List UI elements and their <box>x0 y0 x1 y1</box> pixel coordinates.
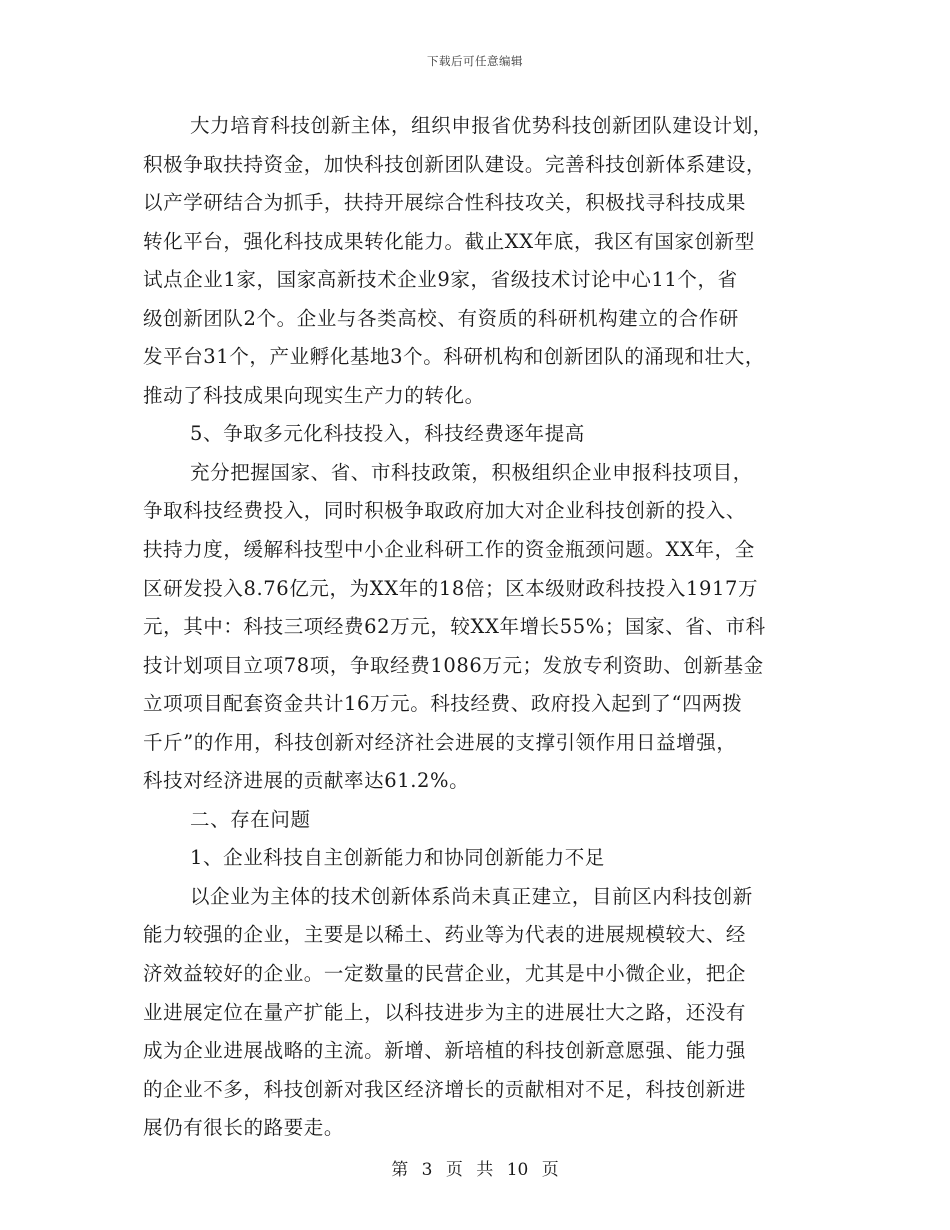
paragraph-line: 转化平台，强化科技成果转化能力。截止XX年底，我区有国家创新型 <box>143 229 755 253</box>
paragraph-line: 扶持力度，缓解科技型中小企业科研工作的资金瓶颈问题。XX年，全 <box>143 538 755 562</box>
paragraph-line: 元，其中：科技三项经费62万元，较XX年增长55%；国家、省、市科 <box>143 615 766 639</box>
paragraph-line: 成为企业进展战略的主流。新增、新培植的科技创新意愿强、能力强 <box>143 1039 747 1063</box>
paragraph-line: 的企业不多，科技创新对我区经济增长的贡献相对不足，科技创新进 <box>143 1077 747 1101</box>
paragraph-line: 大力培育科技创新主体，组织申报省优势科技创新团队建设计划， <box>190 114 773 137</box>
page-number-footer <box>0 1155 950 1180</box>
footer-prefix: 第 <box>391 1160 409 1180</box>
total-page-count: 10 <box>506 1160 529 1180</box>
paragraph-line: 技计划项目立项78项，争取经费1086万元；发放专利资助、创新基金 <box>143 653 764 677</box>
section-heading: 5、争取多元化科技投入，科技经费逐年提高 <box>190 422 585 446</box>
paragraph-line: 以企业为主体的技术创新体系尚未真正建立，目前区内科技创新 <box>190 884 753 908</box>
paragraph-line: 推动了科技成果向现实生产力的转化。 <box>143 383 485 407</box>
paragraph-line: 争取科技经费投入，同时积极争取政府加大对企业科技创新的投入、 <box>143 499 747 523</box>
section-heading: 二、存在问题 <box>190 807 311 831</box>
paragraph-line: 以产学研结合为抓手，扶持开展综合性科技攻关，积极找寻科技成果 <box>143 191 747 215</box>
paragraph-line: 业进展定位在量产扩能上，以科技进步为主的进展壮大之路，还没有 <box>143 1000 747 1024</box>
footer-total-word: 共 <box>476 1160 494 1180</box>
paragraph-line: 发平台31个，产业孵化基地3个。科研机构和创新团队的涌现和壮大， <box>143 345 765 369</box>
footer-page-word: 页 <box>445 1160 463 1180</box>
paragraph-line: 科技对经济进展的贡献率达61.2%。 <box>143 769 470 793</box>
paragraph-line: 积极争取扶持资金，加快科技创新团队建设。完善科技创新体系建设， <box>143 152 767 176</box>
paragraph-line: 立项项目配套资金共计16万元。科技经费、政府投入起到了“四两拨 <box>143 692 743 716</box>
subsection-heading: 1、企业科技自主创新能力和协同创新能力不足 <box>190 846 606 870</box>
page-header: 下载后可任意编辑 <box>427 54 523 68</box>
paragraph-line: 千斤”的作用，科技创新对经济社会进展的支撑引领作用日益增强， <box>143 730 737 754</box>
document-body <box>143 107 813 1148</box>
paragraph-line: 能力较强的企业，主要是以稀土、药业等为代表的进展规模较大、经 <box>143 923 747 947</box>
footer-suffix: 页 <box>541 1160 559 1180</box>
paragraph-line: 济效益较好的企业。一定数量的民营企业，尤其是中小微企业，把企 <box>143 962 747 986</box>
paragraph-line: 展仍有很长的路要走。 <box>143 1116 345 1140</box>
paragraph-line: 级创新团队2个。企业与各类高校、有资质的科研机构建立的合作研 <box>143 306 739 330</box>
paragraph-line: 充分把握国家、省、市科技政策，积极组织企业申报科技项目， <box>190 460 753 484</box>
paragraph-line: 区研发投入8.76亿元，为XX年的18倍；区本级财政科技投入1917万 <box>143 576 759 600</box>
paragraph-line: 试点企业1家，国家高新技术企业9家，省级技术讨论中心11个，省 <box>143 268 738 292</box>
current-page-number: 3 <box>421 1160 433 1180</box>
